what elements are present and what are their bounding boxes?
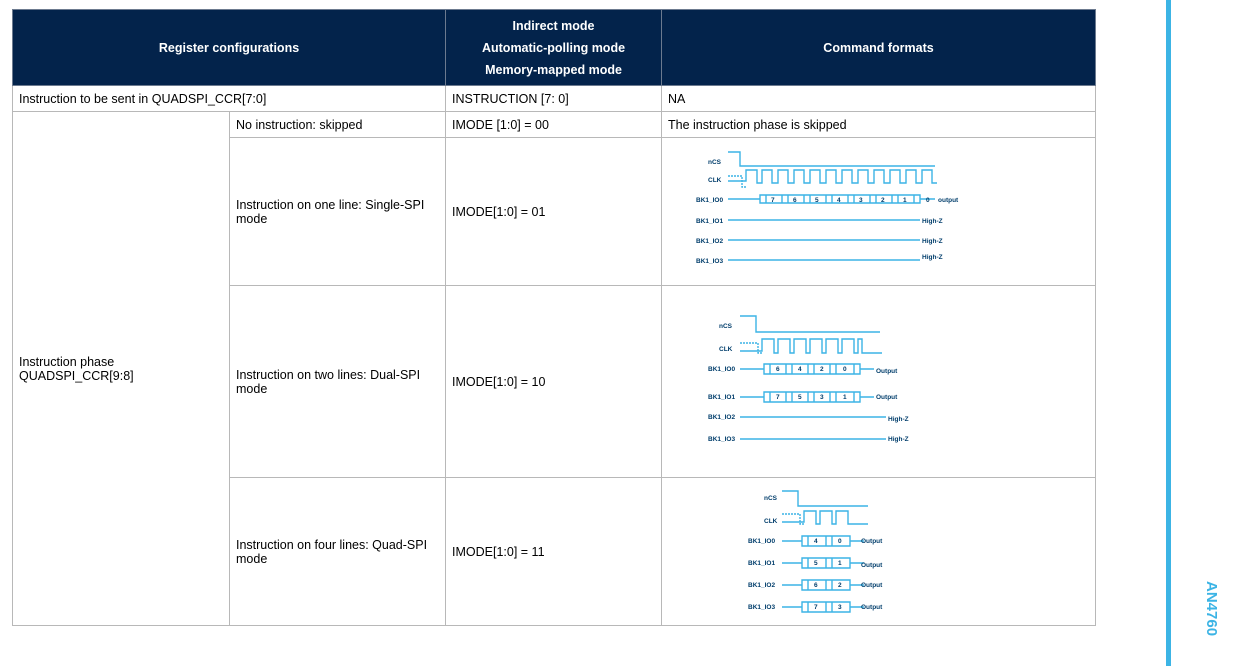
quad-clk-label: CLK [764, 517, 778, 525]
quad-io1-bit: 1 [838, 559, 842, 567]
quad-io1-bit: 5 [814, 559, 818, 567]
value-imode-10: IMODE[1:0] = 10 [446, 286, 662, 478]
option-skipped: No instruction: skipped [230, 112, 446, 138]
value-imode-11: IMODE[1:0] = 11 [446, 478, 662, 626]
dual-io1-end-label: Output [876, 393, 898, 401]
single-spi-timing-diagram [662, 138, 1096, 286]
dual-io1-bit: 3 [820, 393, 824, 401]
option-dual-spi: Instruction on two lines: Dual-SPI mode [230, 286, 446, 478]
table-row [13, 112, 1096, 138]
single-clk-label: CLK [708, 176, 722, 184]
instruction-phase-title: Instruction phase [19, 354, 115, 369]
value-imode-00: IMODE [1:0] = 00 [446, 112, 662, 138]
quad-io3-bit: 7 [814, 603, 818, 611]
dual-io0-end-label: Output [876, 367, 898, 375]
quad-io1-end-label: Output [861, 561, 883, 569]
single-io2-label: BK1_IO2 [696, 237, 724, 245]
value-imode-01: IMODE[1:0] = 01 [446, 138, 662, 286]
header-mode-indirect: Indirect mode [512, 18, 595, 33]
document-side-bar [1166, 0, 1171, 666]
single-ncs-label: nCS [708, 158, 722, 166]
dual-io0-label: BK1_IO0 [708, 365, 736, 373]
io2-waveform [782, 580, 864, 590]
quad-io0-label: BK1_IO0 [748, 537, 776, 545]
single-io3-end-label: High-Z [922, 253, 943, 261]
clk-waveform [728, 170, 937, 183]
dual-io0-bit: 2 [820, 365, 824, 373]
quad-io2-bit: 2 [838, 581, 842, 589]
register-configuration-table [12, 9, 1096, 626]
dual-io1-label: BK1_IO1 [708, 393, 736, 401]
ncs-waveform [782, 491, 868, 506]
row-instruction-format: NA [662, 86, 1096, 112]
header-modes [446, 10, 662, 86]
document-code: AN4760 [1203, 581, 1220, 637]
ncs-waveform [728, 152, 935, 166]
quad-io1-label: BK1_IO1 [748, 559, 776, 567]
single-io0-bit: 5 [815, 196, 819, 204]
dual-io2-end-label: High-Z [888, 415, 909, 423]
single-io0-end-label: output [938, 196, 959, 204]
quad-io0-end-label: Output [861, 537, 883, 545]
row-instruction-value: INSTRUCTION [7: 0] [446, 86, 662, 112]
single-io0-bit: 1 [903, 196, 907, 204]
single-io0-bit: 7 [771, 196, 775, 204]
header-mode-memory-mapped: Memory-mapped mode [485, 62, 622, 77]
quad-ncs-label: nCS [764, 494, 778, 502]
row-instruction-config: Instruction to be sent in QUADSPI_CCR[7:0] [13, 86, 446, 112]
single-io0-bit: 2 [881, 196, 885, 204]
dual-spi-timing-diagram [662, 286, 1096, 478]
header-register-configurations: Register configurations [13, 10, 446, 86]
format-skipped: The instruction phase is skipped [662, 112, 1096, 138]
dual-clk-label: CLK [719, 345, 733, 353]
dual-io1-bit: 7 [776, 393, 780, 401]
option-quad-spi: Instruction on four lines: Quad-SPI mode [230, 478, 446, 626]
dual-io0-bit: 0 [843, 365, 847, 373]
quad-spi-timing-diagram [662, 478, 1096, 626]
single-io0-bit: 0 [926, 196, 930, 204]
dual-ncs-label: nCS [719, 322, 733, 330]
header-mode-automatic-polling: Automatic-polling mode [481, 40, 626, 55]
option-single-spi: Instruction on one line: Single-SPI mode [230, 138, 446, 286]
dual-io0-bit: 6 [776, 365, 780, 373]
table-header-row [13, 10, 1096, 86]
quad-io0-bit: 4 [814, 537, 818, 545]
single-io0-bit: 4 [837, 196, 841, 204]
single-io3-label: BK1_IO3 [696, 257, 724, 265]
clk-waveform [740, 339, 882, 353]
dual-io3-label: BK1_IO3 [708, 435, 736, 443]
io1-waveform [782, 558, 864, 568]
io0-waveform [782, 536, 864, 546]
quad-io3-bit: 3 [838, 603, 842, 611]
single-io0-bit: 6 [793, 196, 797, 204]
clk-waveform [782, 511, 868, 524]
single-io0-bit: 3 [859, 196, 863, 204]
dual-io1-bit: 1 [843, 393, 847, 401]
single-io1-end-label: High-Z [922, 217, 943, 225]
io0-waveform [740, 364, 874, 374]
single-io1-label: BK1_IO1 [696, 217, 724, 225]
ncs-waveform [740, 316, 880, 332]
io1-waveform [740, 392, 874, 402]
io3-waveform [782, 602, 864, 612]
header-command-formats: Command formats [662, 10, 1096, 86]
dual-io1-bit: 5 [798, 393, 802, 401]
quad-io2-label: BK1_IO2 [748, 581, 776, 589]
single-io0-label: BK1_IO0 [696, 196, 724, 204]
quad-io2-end-label: Output [861, 581, 883, 589]
dual-io0-bit: 4 [798, 365, 802, 373]
single-io2-end-label: High-Z [922, 237, 943, 245]
quad-io0-bit: 0 [838, 537, 842, 545]
instruction-phase-register: QUADSPI_CCR[9:8] [19, 368, 134, 383]
quad-io2-bit: 6 [814, 581, 818, 589]
instruction-phase-label [13, 112, 230, 626]
dual-io3-end-label: High-Z [888, 435, 909, 443]
quad-io3-label: BK1_IO3 [748, 603, 776, 611]
quad-io3-end-label: Output [861, 603, 883, 611]
dual-io2-label: BK1_IO2 [708, 413, 736, 421]
table-row [13, 86, 1096, 112]
